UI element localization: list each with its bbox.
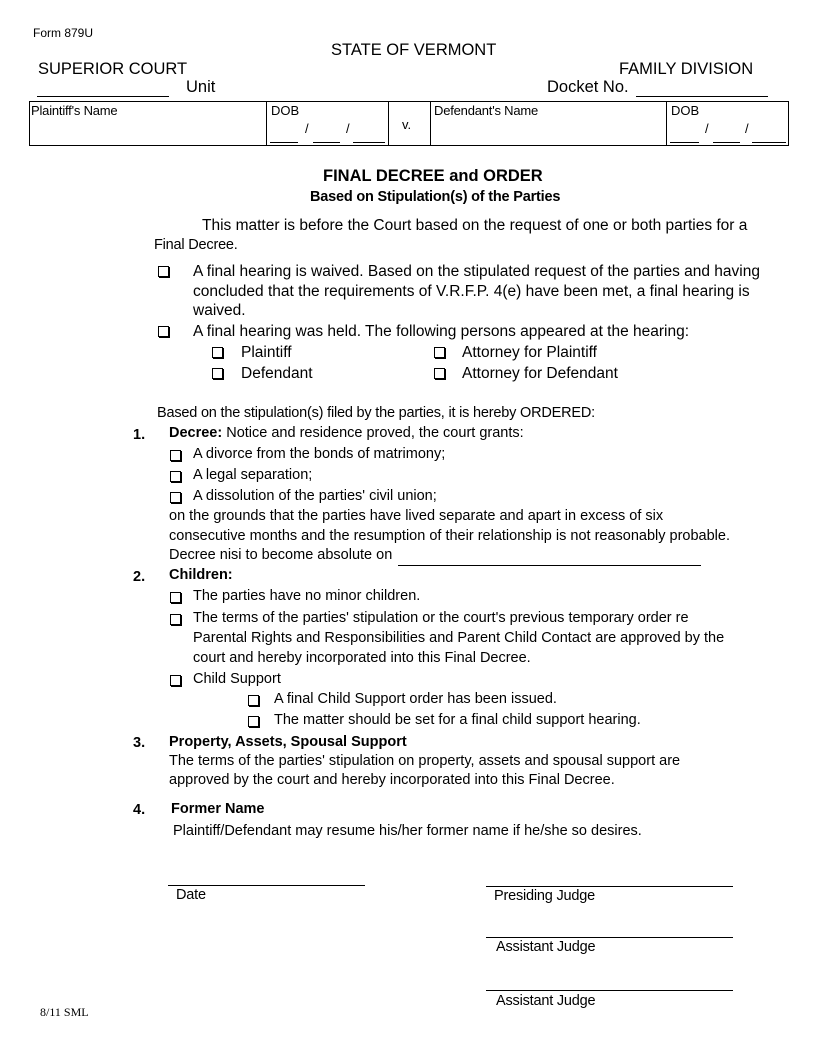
presiding-judge-signature-line[interactable]: [486, 886, 733, 887]
plaintiff-dob-label: DOB: [271, 103, 300, 118]
legal-separation-checkbox[interactable]: [170, 471, 181, 482]
assistant-judge-2-label: Assistant Judge: [496, 993, 596, 1009]
plaintiff-name-label: Plaintiff's Name: [31, 103, 118, 118]
section-number: 4.: [133, 802, 146, 818]
nisi-date-field[interactable]: [398, 565, 701, 566]
hearing-waived-text: waived.: [193, 302, 246, 319]
plaintiff-dob-month[interactable]: [270, 142, 298, 143]
date-signature-line[interactable]: [168, 885, 365, 886]
versus-label: v.: [402, 117, 412, 132]
dob-separator: /: [346, 121, 350, 136]
court-name: SUPERIOR COURT: [38, 60, 188, 78]
assistant-judge-1-signature-line[interactable]: [486, 937, 733, 938]
section-number: 1.: [133, 427, 146, 443]
unit-field[interactable]: [37, 96, 169, 97]
plaintiff-dob-year[interactable]: [353, 142, 385, 143]
section4-text: Plaintiff/Defendant may resume his/her former name if he/she so desires.: [173, 823, 642, 839]
ordered-statement: Based on the stipulation(s) filed by the parties, it is hereby ORDERED:: [157, 405, 595, 421]
date-label: Date: [176, 887, 206, 903]
assistant-judge-2-signature-line[interactable]: [486, 990, 733, 991]
table-divider: [430, 101, 431, 146]
hearing-waived-checkbox[interactable]: [158, 266, 169, 277]
cs-hearing-option: The matter should be set for a final child support hearing.: [274, 712, 641, 728]
docket-label: Docket No.: [547, 78, 629, 96]
appear-defendant-label: Defendant: [241, 365, 313, 382]
table-divider: [666, 101, 667, 146]
nisi-label: Decree nisi to become absolute on: [169, 547, 393, 563]
docket-field[interactable]: [636, 96, 768, 97]
defendant-dob-label: DOB: [671, 103, 700, 118]
document-title: FINAL DECREE and ORDER: [323, 167, 543, 185]
section-number: 3.: [133, 735, 146, 751]
appear-plaintiff-label: Plaintiff: [241, 344, 292, 361]
intro-line: This matter is before the Court based on the request of one or both parties for a: [202, 217, 748, 234]
table-divider: [266, 101, 267, 146]
document-subtitle: Based on Stipulation(s) of the Parties: [310, 189, 561, 205]
defendant-name-field[interactable]: [432, 120, 664, 144]
no-children-checkbox[interactable]: [170, 592, 181, 603]
appear-attorney-defendant-checkbox[interactable]: [434, 368, 445, 379]
state-title: STATE OF VERMONT: [331, 41, 497, 59]
presiding-judge-label: Presiding Judge: [494, 888, 595, 904]
dob-separator: /: [305, 121, 309, 136]
section2-heading: Children:: [169, 567, 233, 583]
parental-terms-checkbox[interactable]: [170, 614, 181, 625]
defendant-dob-day[interactable]: [713, 142, 740, 143]
civil-union-option: A dissolution of the parties' civil union;: [193, 488, 437, 504]
appear-attorney-plaintiff-checkbox[interactable]: [434, 347, 445, 358]
form-number: Form 879U: [33, 26, 94, 40]
section1-heading: [169, 425, 524, 441]
revision-code: 8/11 SML: [40, 1005, 89, 1019]
hearing-waived-text: concluded that the requirements of V.R.F.P. 4(e) have been met, a final hearing is: [193, 283, 750, 300]
plaintiff-name-field[interactable]: [30, 120, 264, 144]
section3-heading: Property, Assets, Spousal Support: [169, 734, 407, 750]
grounds-text: consecutive months and the resumption of their relationship is not reasonably probable.: [169, 528, 730, 544]
parental-terms-text: court and hereby incorporated into this Final Decree.: [193, 650, 531, 666]
dob-separator: /: [705, 121, 709, 136]
parental-terms-text: The terms of the parties' stipulation or the court's previous temporary order re: [193, 610, 689, 626]
hearing-held-text: A final hearing was held. The following persons appeared at the hearing:: [193, 323, 690, 340]
appear-plaintiff-checkbox[interactable]: [212, 347, 223, 358]
appear-attorney-defendant-label: Attorney for Defendant: [462, 365, 618, 382]
hearing-waived-text: A final hearing is waived. Based on the stipulated request of the parties and having: [193, 263, 760, 280]
dob-separator: /: [745, 121, 749, 136]
defendant-name-label: Defendant's Name: [434, 103, 539, 118]
civil-union-checkbox[interactable]: [170, 492, 181, 503]
cs-issued-option: A final Child Support order has been issued.: [274, 691, 557, 707]
child-support-checkbox[interactable]: [170, 675, 181, 686]
intro-line: Final Decree.: [154, 237, 238, 253]
section-number: 2.: [133, 569, 146, 585]
plaintiff-dob-day[interactable]: [313, 142, 340, 143]
unit-label: Unit: [186, 78, 216, 96]
appear-defendant-checkbox[interactable]: [212, 368, 223, 379]
cs-issued-checkbox[interactable]: [248, 695, 259, 706]
appear-attorney-plaintiff-label: Attorney for Plaintiff: [462, 344, 597, 361]
grounds-text: on the grounds that the parties have lived separate and apart in excess of six: [169, 508, 664, 524]
divorce-option: A divorce from the bonds of matrimony;: [193, 446, 446, 462]
legal-separation-option: A legal separation;: [193, 467, 313, 483]
section4-heading: Former Name: [171, 801, 265, 817]
assistant-judge-1-label: Assistant Judge: [496, 939, 596, 955]
table-divider: [388, 101, 389, 146]
section3-text: approved by the court and hereby incorporated into this Final Decree.: [169, 772, 615, 788]
division-name: FAMILY DIVISION: [619, 60, 754, 78]
section3-text: The terms of the parties' stipulation on property, assets and spousal support are: [169, 753, 681, 769]
child-support-label: Child Support: [193, 671, 281, 687]
no-children-option: The parties have no minor children.: [193, 588, 421, 604]
section1-heading-bold: Decree:: [169, 425, 223, 441]
section1-heading-text: Notice and residence proved, the court grants:: [222, 425, 524, 441]
defendant-dob-year[interactable]: [752, 142, 786, 143]
defendant-dob-month[interactable]: [670, 142, 699, 143]
parental-terms-text: Parental Rights and Responsibilities and Parent Child Contact are approved by the: [193, 630, 725, 646]
hearing-held-checkbox[interactable]: [158, 326, 169, 337]
divorce-checkbox[interactable]: [170, 450, 181, 461]
cs-hearing-checkbox[interactable]: [248, 716, 259, 727]
